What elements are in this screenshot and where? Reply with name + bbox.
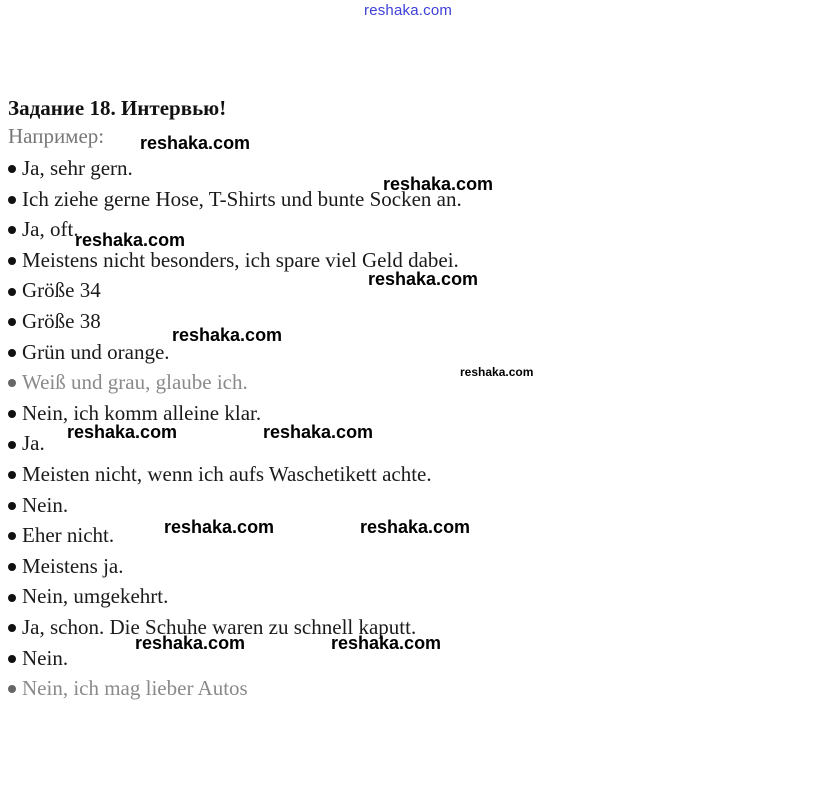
answer-text: Nein, ich komm alleine klar. bbox=[22, 400, 262, 425]
answer-text: Nein, ich mag lieber Autos bbox=[22, 676, 248, 701]
watermark: reshaka.com bbox=[164, 517, 275, 537]
answer-text: Ja, schon. Die Schuhe waren zu schnell kaputt. bbox=[22, 614, 417, 639]
answer-item bbox=[8, 551, 462, 582]
answer-item bbox=[8, 581, 462, 612]
answer-item bbox=[8, 673, 462, 704]
watermark: reshaka.com bbox=[368, 269, 479, 289]
site-link[interactable]: reshaka.com bbox=[364, 2, 453, 19]
bullet-icon bbox=[8, 226, 16, 234]
bullet-icon bbox=[8, 594, 16, 602]
answer-item bbox=[8, 459, 462, 490]
bullet-icon bbox=[8, 318, 16, 326]
answer-text: Grün und orange. bbox=[22, 339, 170, 364]
bullet-icon bbox=[8, 165, 16, 173]
answer-text: Ja, oft. bbox=[22, 217, 79, 242]
bullet-icon bbox=[8, 502, 16, 510]
answer-text: Meistens ja. bbox=[22, 553, 124, 578]
bullet-icon bbox=[8, 532, 16, 540]
watermark: reshaka.com bbox=[140, 133, 251, 153]
bullet-icon bbox=[8, 563, 16, 571]
bullet-icon bbox=[8, 257, 16, 265]
answer-item bbox=[8, 490, 462, 521]
answer-text: Ich ziehe gerne Hose, T-Shirts und bunte Socken an. bbox=[22, 186, 462, 211]
bullet-icon bbox=[8, 410, 16, 418]
answer-text: Größe 38 bbox=[22, 308, 101, 333]
bullet-icon bbox=[8, 685, 16, 693]
answer-text: Meisten nicht, wenn ich aufs Waschetikett achte. bbox=[22, 461, 432, 486]
watermark: reshaka.com bbox=[67, 422, 178, 442]
task-heading: Задание 18. Интервью! bbox=[8, 96, 227, 120]
bullet-icon bbox=[8, 196, 16, 204]
bullet-icon bbox=[8, 655, 16, 663]
watermark: reshaka.com bbox=[331, 633, 442, 653]
watermark: reshaka.com bbox=[263, 422, 374, 442]
watermark: reshaka.com bbox=[383, 174, 494, 194]
watermark: reshaka.com bbox=[460, 365, 534, 379]
watermark: reshaka.com bbox=[172, 325, 283, 345]
answer-text: Meistens nicht besonders, ich spare viel Geld dabei. bbox=[22, 247, 459, 272]
bullet-icon bbox=[8, 441, 16, 449]
answer-text: Größe 34 bbox=[22, 278, 101, 303]
answer-text: Nein. bbox=[22, 492, 69, 517]
answer-text: Eher nicht. bbox=[22, 523, 115, 548]
bullet-icon bbox=[8, 471, 16, 479]
bullet-icon bbox=[8, 288, 16, 296]
answer-text: Ja. bbox=[22, 431, 45, 456]
answer-text: Weiß und grau, glaube ich. bbox=[22, 370, 248, 395]
answer-text: Nein, umgekehrt. bbox=[22, 584, 169, 609]
answer-text: Ja, sehr gern. bbox=[22, 156, 133, 180]
example-label: Например: bbox=[8, 124, 105, 148]
watermark: reshaka.com bbox=[360, 517, 471, 537]
answer-text: Nein. bbox=[22, 645, 69, 670]
bullet-icon bbox=[8, 349, 16, 357]
answer-item bbox=[8, 367, 462, 398]
bullet-icon bbox=[8, 624, 16, 632]
watermark: reshaka.com bbox=[135, 633, 246, 653]
watermark: reshaka.com bbox=[75, 230, 186, 250]
bullet-icon bbox=[8, 379, 16, 387]
